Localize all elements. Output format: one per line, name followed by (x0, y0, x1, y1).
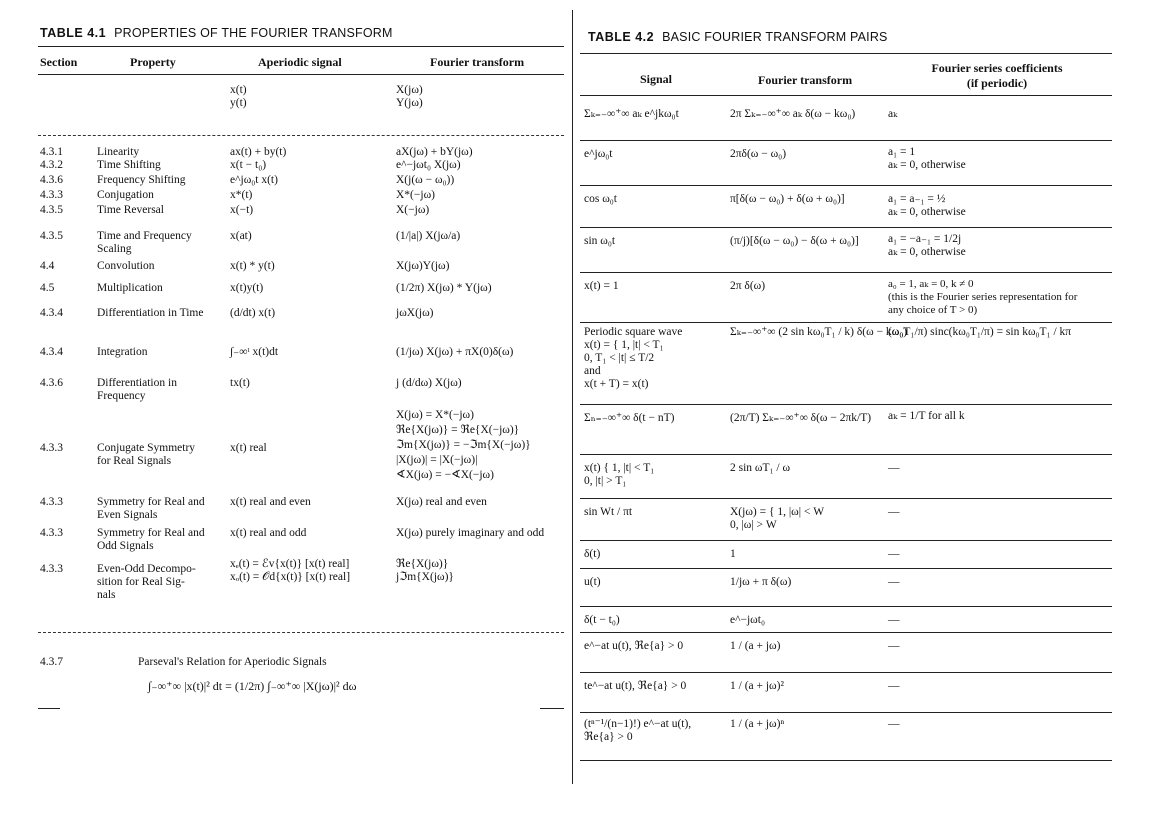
pair-11-transform: 1/jω + π δ(ω) (730, 576, 792, 588)
pair-5-coeffs: a₀ = 1, aₖ = 0, k ≠ 0 (this is the Fourier series representation for any choice of T > 0) (888, 278, 1078, 316)
row-4-section: 4.3.3 (40, 189, 63, 201)
row-11-section: 4.3.6 (40, 377, 63, 389)
pair-rule (580, 454, 1112, 455)
row-6-section: 4.3.5 (40, 230, 63, 242)
table-4-2-label: TABLE 4.2 (588, 30, 655, 44)
pair-2-transform: 2πδ(ω − ω₀) (730, 148, 787, 160)
row-7-transform: X(jω)Y(jω) (396, 260, 450, 272)
pair-4-signal: sin ω₀t (584, 235, 616, 247)
row-4-transform: X*(−jω) (396, 189, 435, 201)
header-fourier-transform-2: Fourier transform (758, 73, 853, 87)
row-13-section: 4.3.3 (40, 496, 63, 508)
pair-rule (580, 404, 1112, 405)
pair-9-coeffs: — (888, 506, 900, 518)
row-3-section: 4.3.6 (40, 174, 63, 186)
pair-14-coeffs: — (888, 680, 900, 692)
row-10-section: 4.3.4 (40, 346, 63, 358)
table-4-1-title: PROPERTIES OF THE FOURIER TRANSFORM (114, 26, 393, 40)
row-14-signal: x(t) real and odd (230, 527, 307, 539)
pair-1-signal: Σₖ₌₋∞⁺∞ aₖ e^jkω₀t (584, 108, 679, 120)
row-5-signal: x(−t) (230, 204, 254, 216)
row-12-signal: x(t) real (230, 442, 267, 454)
row-3-property: Frequency Shifting (97, 174, 186, 186)
t42-header-rule (580, 95, 1112, 96)
pair-rule (580, 322, 1112, 323)
row-14-section: 4.3.3 (40, 527, 63, 539)
row-5-transform: X(−jω) (396, 204, 430, 216)
row-8-property: Multiplication (97, 282, 163, 294)
pair-rule (580, 672, 1112, 673)
pair-11-signal: u(t) (584, 576, 601, 588)
pair-6-coeffs: (ω₀T₁/π) sinc(kω₀T₁/π) = sin kω₀T₁ / kπ (888, 326, 1072, 338)
row-2-section: 4.3.2 (40, 159, 63, 171)
row-3-signal: e^jω₀t x(t) (230, 174, 278, 186)
row-10-signal: ∫₋∞ᵗ x(t)dt (230, 346, 279, 358)
pair-7-transform: (2π/T) Σₖ₌₋∞⁺∞ δ(ω − 2πk/T) (730, 412, 872, 424)
row-15-section: 4.3.3 (40, 563, 63, 575)
pair-1-transform: 2π Σₖ₌₋∞⁺∞ aₖ δ(ω − kω₀) (730, 108, 856, 120)
bottom-rule-right (540, 708, 564, 709)
row-8-transform: (1/2π) X(jω) * Y(jω) (396, 282, 492, 294)
base-signal: x(t) y(t) (230, 84, 247, 109)
pair-3-transform: π[δ(ω − ω₀) + δ(ω + ω₀)] (730, 193, 845, 205)
pair-rule (580, 540, 1112, 541)
pair-7-signal: Σₙ₌₋∞⁺∞ δ(t − nT) (584, 412, 675, 424)
row-12-section: 4.3.3 (40, 442, 63, 454)
pair-rule (580, 140, 1112, 141)
row-1-property: Linearity (97, 146, 140, 158)
pair-rule (580, 606, 1112, 607)
pair-15-signal: (tⁿ⁻¹/(n−1)!) e^−at u(t), ℜe{a} > 0 (584, 718, 692, 743)
row-15-transform: ℜe{X(jω)} jℑm{X(jω)} (396, 558, 454, 583)
header-section: Section (40, 55, 78, 69)
row-13-signal: x(t) real and even (230, 496, 311, 508)
parseval-label: Parseval's Relation for Aperiodic Signals (138, 656, 327, 668)
dashed-rule-top (38, 135, 564, 136)
row-11-property: Differentiation in Frequency (97, 377, 177, 402)
pair-rule (580, 712, 1112, 713)
row-11-transform: j (d/dω) X(jω) (396, 377, 462, 389)
pair-13-transform: 1 / (a + jω) (730, 640, 781, 652)
row-5-section: 4.3.5 (40, 204, 63, 216)
bottom-rule-left (38, 708, 60, 709)
table-4-1-label: TABLE 4.1 (40, 26, 107, 40)
pair-rule (580, 498, 1112, 499)
pair-1-coeffs: aₖ (888, 108, 898, 120)
row-13-property: Symmetry for Real and Even Signals (97, 496, 205, 521)
header-fs-coefficients: Fourier series coefficients (if periodic) (931, 61, 1063, 90)
pair-rule (580, 632, 1112, 633)
page-divider (572, 10, 573, 784)
header-fourier-transform: Fourier transform (430, 55, 525, 69)
pair-rule (580, 272, 1112, 273)
row-4-property: Conjugation (97, 189, 154, 201)
header-rule (38, 74, 564, 75)
pair-3-coeffs: a₁ = a₋₁ = ½ aₖ = 0, otherwise (888, 193, 966, 218)
row-11-signal: tx(t) (230, 377, 250, 389)
row-12-transform: X(jω) = X*(−jω) ℜe{X(jω)} = ℜe{X(−jω)} ℑm{X(jω)} = −ℑm{X(−jω)} |X(jω)| = |X(−jω)| ∢X(jω) = −∢X(−jω) (396, 409, 531, 481)
pair-11-coeffs: — (888, 576, 900, 588)
row-9-section: 4.3.4 (40, 307, 63, 319)
row-7-property: Convolution (97, 260, 155, 272)
dashed-rule-bottom (38, 632, 564, 633)
pair-8-coeffs: — (888, 462, 900, 474)
pair-8-signal: x(t) { 1, |t| < T₁ 0, |t| > T₁ (584, 462, 655, 487)
row-10-transform: (1/jω) X(jω) + πX(0)δ(ω) (396, 346, 514, 358)
row-9-signal: (d/dt) x(t) (230, 307, 276, 319)
pair-3-signal: cos ω₀t (584, 193, 617, 205)
pair-6-transform: Σₖ₌₋∞⁺∞ (2 sin kω₀T₁ / k) δ(ω − kω₀) (730, 326, 908, 338)
pair-rule (580, 227, 1112, 228)
row-1-section: 4.3.1 (40, 146, 63, 158)
table-4-2-title-block (588, 30, 888, 44)
parseval-section: 4.3.7 (40, 656, 63, 668)
row-15-property: Even-Odd Decompo- sition for Real Sig- nals (97, 563, 196, 601)
row-8-signal: x(t)y(t) (230, 282, 264, 294)
row-1-signal: ax(t) + by(t) (230, 146, 287, 158)
pair-12-signal: δ(t − t₀) (584, 614, 620, 626)
row-6-property: Time and Frequency Scaling (97, 230, 192, 255)
parseval-formula: ∫₋∞⁺∞ |x(t)|² dt = (1/2π) ∫₋∞⁺∞ |X(jω)|² dω (148, 679, 357, 693)
pair-8-transform: 2 sin ωT₁ / ω (730, 462, 791, 474)
pair-5-signal: x(t) = 1 (584, 280, 619, 292)
base-transform: X(jω) Y(jω) (396, 84, 423, 109)
pair-rule (580, 568, 1112, 569)
pair-12-coeffs: — (888, 614, 900, 626)
pair-12-transform: e^−jωt₀ (730, 614, 765, 626)
pair-2-signal: e^jω₀t (584, 148, 613, 160)
row-9-property: Differentiation in Time (97, 307, 204, 319)
pair-10-transform: 1 (730, 548, 736, 560)
header-signal: Signal (640, 72, 673, 86)
header-aperiodic-signal: Aperiodic signal (258, 55, 342, 69)
table-4-1-title-block (40, 26, 393, 40)
row-6-transform: (1/|a|) X(jω/a) (396, 230, 461, 242)
pair-4-transform: (π/j)[δ(ω − ω₀) − δ(ω + ω₀)] (730, 235, 859, 247)
pair-15-transform: 1 / (a + jω)ⁿ (730, 718, 785, 730)
t42-top-rule (580, 53, 1112, 54)
pair-9-signal: sin Wt / πt (584, 506, 633, 518)
row-12-property: Conjugate Symmetry for Real Signals (97, 442, 196, 467)
pair-13-signal: e^−at u(t), ℜe{a} > 0 (584, 640, 684, 652)
row-2-property: Time Shifting (97, 159, 161, 171)
pair-15-coeffs: — (888, 718, 900, 730)
pair-7-coeffs: aₖ = 1/T for all k (888, 410, 965, 422)
row-6-signal: x(at) (230, 230, 252, 242)
row-3-transform: X(j(ω − ω₀)) (396, 174, 455, 186)
top-rule (38, 46, 564, 47)
pair-6-signal: Periodic square wave x(t) = { 1, |t| < T₁ 0, T₁ < |t| ≤ T/2 and x(t + T) = x(t) (584, 326, 683, 390)
pair-9-transform: X(jω) = { 1, |ω| < W 0, |ω| > W (730, 506, 825, 531)
row-15-signal: xₑ(t) = ℰv{x(t)} [x(t) real] xₒ(t) = 𝒪d{x(t)} [x(t) real] (230, 558, 351, 583)
pair-10-coeffs: — (888, 548, 900, 560)
row-2-signal: x(t − t₀) (230, 159, 267, 171)
row-10-property: Integration (97, 346, 148, 358)
row-7-section: 4.4 (40, 260, 55, 272)
row-4-signal: x*(t) (230, 189, 253, 201)
row-5-property: Time Reversal (97, 204, 164, 216)
pair-14-signal: te^−at u(t), ℜe{a} > 0 (584, 680, 687, 692)
row-8-section: 4.5 (40, 282, 55, 294)
pair-2-coeffs: a₁ = 1 aₖ = 0, otherwise (888, 146, 966, 171)
row-14-property: Symmetry for Real and Odd Signals (97, 527, 205, 552)
table-4-2-title: BASIC FOURIER TRANSFORM PAIRS (662, 30, 888, 44)
pair-rule (580, 760, 1112, 761)
pair-14-transform: 1 / (a + jω)² (730, 680, 784, 692)
row-7-signal: x(t) * y(t) (230, 260, 275, 272)
row-9-transform: jωX(jω) (396, 307, 434, 319)
row-1-transform: aX(jω) + bY(jω) (396, 146, 473, 158)
row-14-transform: X(jω) purely imaginary and odd (396, 527, 545, 539)
pair-4-coeffs: a₁ = −a₋₁ = 1/2j aₖ = 0, otherwise (888, 233, 966, 258)
pair-rule (580, 185, 1112, 186)
row-2-transform: e^−jωt₀ X(jω) (396, 159, 461, 171)
pair-5-transform: 2π δ(ω) (730, 280, 766, 292)
header-property: Property (130, 55, 176, 69)
row-13-transform: X(jω) real and even (396, 496, 487, 508)
pair-13-coeffs: — (888, 640, 900, 652)
pair-10-signal: δ(t) (584, 548, 601, 560)
